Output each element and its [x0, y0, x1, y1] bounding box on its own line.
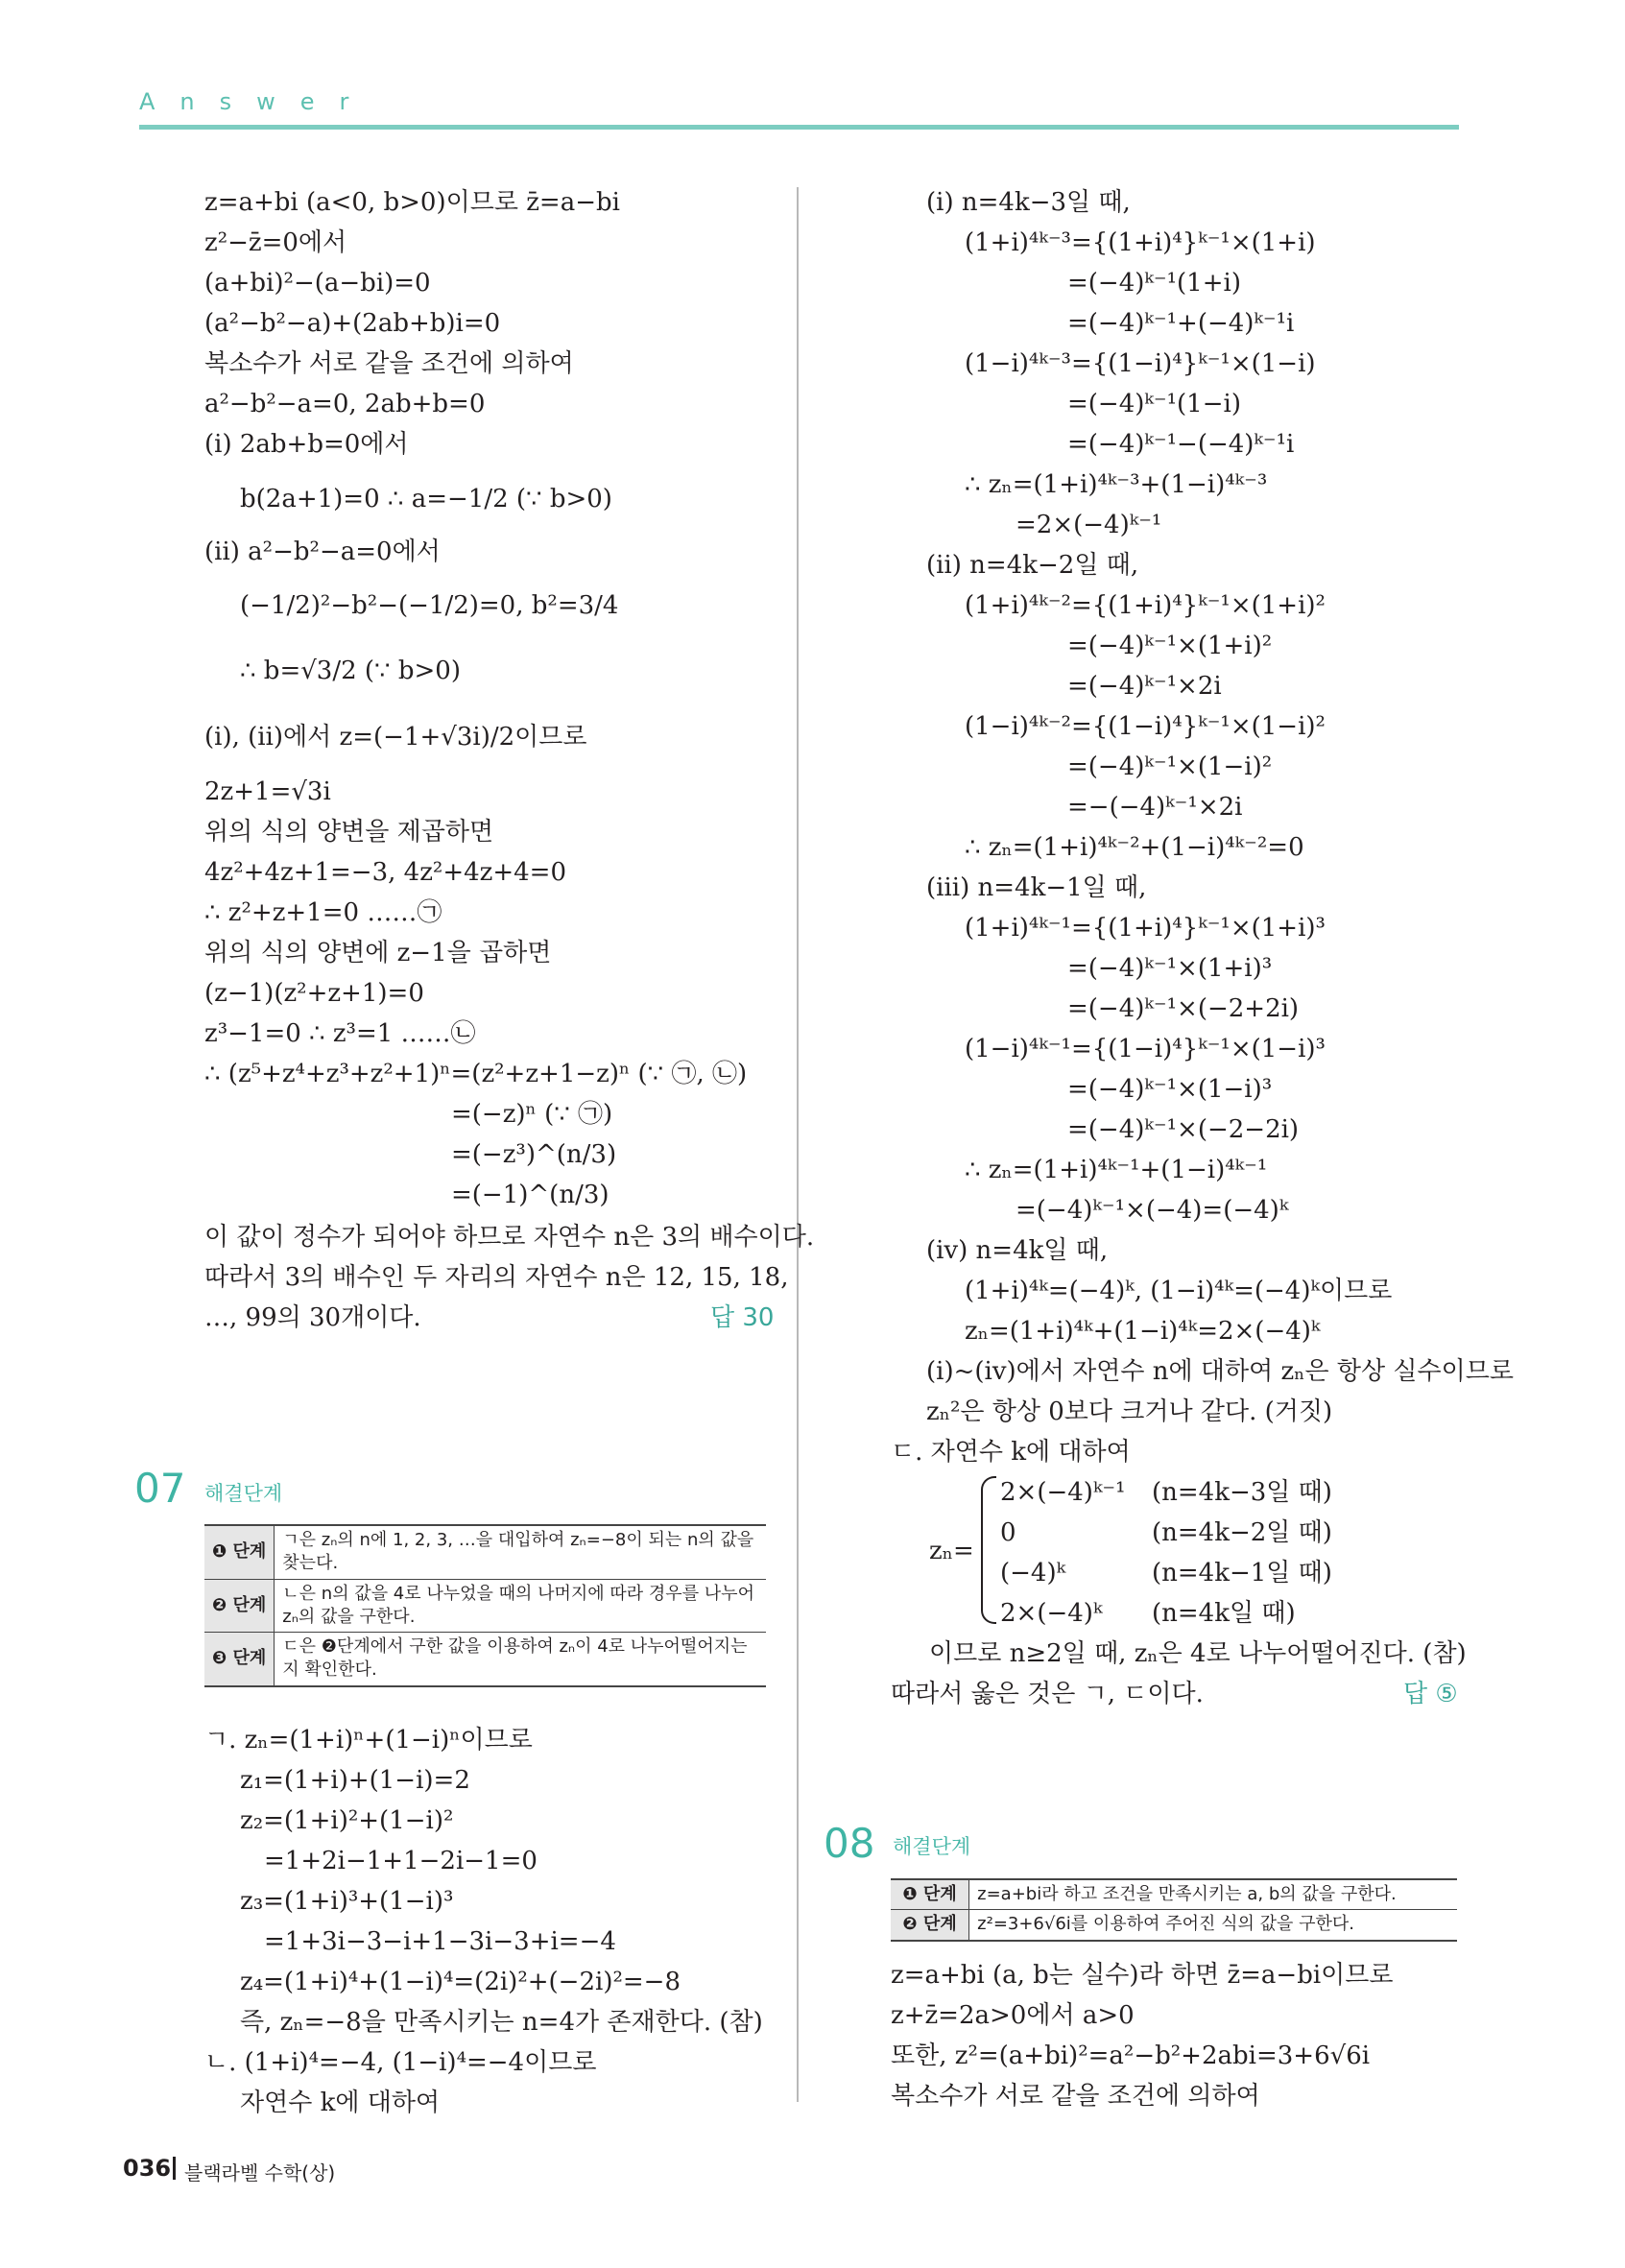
- math-line: z₁=(1+i)+(1−i)=2: [240, 1766, 470, 1795]
- step-row: [204, 1525, 766, 1579]
- math-line: (1+i)⁴ᵏ⁻¹={(1+i)⁴}ᵏ⁻¹×(1+i)³: [965, 914, 1326, 943]
- text-line: …, 99의 30개이다.: [204, 1303, 421, 1332]
- math-line: z₄=(1+i)⁴+(1−i)⁴=(2i)²+(−2i)²=−8: [240, 1968, 681, 1996]
- math-line: (−1/2)²−b²−(−1/2)=0, b²=3/4: [240, 591, 619, 620]
- left-brace: [981, 1476, 996, 1624]
- text-line: (ⅰ)~(ⅳ)에서 자연수 n에 대하여 zₙ은 항상 실수이므로: [926, 1357, 1514, 1386]
- math-line: =(−4)ᵏ⁻¹×(1−i)²: [1067, 752, 1273, 781]
- step-label: ❶ 단계: [891, 1879, 969, 1910]
- math-line: =1+3i−3−i+1−3i−3+i=−4: [264, 1927, 616, 1956]
- column-divider: [797, 187, 799, 2102]
- math-line: (ⅳ) n=4k일 때,: [926, 1236, 1109, 1265]
- math-line: =(−4)ᵏ⁻¹×2i: [1067, 672, 1222, 701]
- math-line: ㄱ. zₙ=(1+i)ⁿ+(1−i)ⁿ이므로: [204, 1726, 533, 1755]
- math-line: =(−1)^(n/3): [451, 1181, 609, 1209]
- math-line: =(−z³)^(n/3): [451, 1140, 617, 1169]
- piecewise-lhs: zₙ=: [929, 1537, 974, 1565]
- math-line: ㄴ. (1+i)⁴=−4, (1−i)⁴=−4이므로: [204, 2048, 597, 2077]
- math-line: =(−4)ᵏ⁻¹(1−i): [1067, 390, 1241, 418]
- step-text: z²=3+6√6i를 이용하여 주어진 식의 값을 구한다.: [969, 1910, 1457, 1941]
- text-line: 자연수 k에 대하여: [240, 2089, 441, 2117]
- text-line: 즉, zₙ=−8을 만족시키는 n=4가 존재한다. (참): [240, 2008, 763, 2037]
- solution-steps-table: [204, 1524, 766, 1687]
- footer-divider: [173, 2157, 176, 2180]
- text-line: 따라서 옳은 것은 ㄱ, ㄷ이다.: [891, 1680, 1204, 1708]
- math-line: z₂=(1+i)²+(1−i)²: [240, 1806, 454, 1835]
- math-line: (ⅲ) n=4k−1일 때,: [926, 873, 1147, 902]
- case-value: 0: [1000, 1518, 1016, 1547]
- math-line: ∴ zₙ=(1+i)⁴ᵏ⁻²+(1−i)⁴ᵏ⁻²=0: [965, 833, 1304, 862]
- answer-label: 답 ⑤: [1403, 1680, 1458, 1708]
- text-line: ㄷ. 자연수 k에 대하여: [891, 1438, 1131, 1467]
- math-line: =(−z)ⁿ (∵ ㉠): [451, 1100, 613, 1129]
- math-line: (1+i)⁴ᵏ=(−4)ᵏ, (1−i)⁴ᵏ=(−4)ᵏ이므로: [965, 1277, 1393, 1305]
- step-row: [891, 1910, 1457, 1941]
- math-line: z=a+bi (a<0, b>0)이므로 z̄=a−bi: [204, 188, 620, 217]
- math-line: (a²−b²−a)+(2ab+b)i=0: [204, 309, 501, 338]
- case-condition: (n=4k−1일 때): [1152, 1559, 1332, 1588]
- math-line: =(−4)ᵏ⁻¹×(1+i)²: [1067, 632, 1273, 660]
- step-row: [891, 1879, 1457, 1910]
- case-value: 2×(−4)ᵏ⁻¹: [1000, 1478, 1126, 1507]
- step-label: ❷ 단계: [204, 1579, 275, 1633]
- math-line: 2z+1=√3i: [204, 777, 331, 806]
- math-line: (1+i)⁴ᵏ⁻³={(1+i)⁴}ᵏ⁻¹×(1+i): [965, 228, 1316, 257]
- math-line: (1−i)⁴ᵏ⁻³={(1−i)⁴}ᵏ⁻¹×(1−i): [965, 349, 1316, 378]
- math-line: =−(−4)ᵏ⁻¹×2i: [1067, 793, 1243, 822]
- math-line: a²−b²−a=0, 2ab+b=0: [204, 390, 486, 418]
- math-line: 위의 식의 양변에 z−1을 곱하면: [204, 939, 552, 967]
- section-title: 해결단계: [204, 1482, 283, 1505]
- math-line: ∴ z²+z+1=0 ……㉠: [204, 898, 442, 927]
- step-text: ㄱ은 zₙ의 n에 1, 2, 3, …을 대입하여 zₙ=−8이 되는 n의 값을 찾는다.: [275, 1525, 766, 1579]
- step-label: ❸ 단계: [204, 1633, 275, 1686]
- text-line: 따라서 3의 배수인 두 자리의 자연수 n은 12, 15, 18,: [204, 1263, 789, 1292]
- case-condition: (n=4k일 때): [1152, 1599, 1296, 1628]
- math-line: =(−4)ᵏ⁻¹×(−2+2i): [1067, 994, 1300, 1023]
- math-line: (ⅱ) a²−b²−a=0에서: [204, 537, 441, 566]
- math-line: =(−4)ᵏ⁻¹×(1+i)³: [1067, 954, 1273, 983]
- math-line: (ⅰ), (ⅱ)에서 z=(−1+√3i)/2이므로: [204, 723, 587, 752]
- math-line: b(2a+1)=0 ∴ a=−1/2 (∵ b>0): [240, 485, 612, 513]
- math-line: =(−4)ᵏ⁻¹×(−2−2i): [1067, 1115, 1300, 1144]
- math-line: 위의 식의 양변을 제곱하면: [204, 818, 494, 847]
- math-line: =(−4)ᵏ⁻¹×(1−i)³: [1067, 1075, 1273, 1104]
- math-line: =(−4)ᵏ⁻¹+(−4)ᵏ⁻¹i: [1067, 309, 1295, 338]
- math-line: 또한, z²=(a+bi)²=a²−b²+2abi=3+6√6i: [891, 2041, 1371, 2070]
- math-line: =2×(−4)ᵏ⁻¹: [1016, 511, 1162, 539]
- section-title: 해결단계: [893, 1835, 971, 1858]
- step-row: [204, 1633, 766, 1686]
- text-line: 이므로 n≥2일 때, zₙ은 4로 나누어떨어진다. (참): [929, 1639, 1467, 1668]
- math-line: 복소수가 서로 같을 조건에 의하여: [204, 349, 574, 378]
- math-line: (ⅱ) n=4k−2일 때,: [926, 551, 1139, 580]
- math-line: ∴ zₙ=(1+i)⁴ᵏ⁻¹+(1−i)⁴ᵏ⁻¹: [965, 1156, 1268, 1184]
- math-line: z³−1=0 ∴ z³=1 ……㉡: [204, 1019, 476, 1048]
- math-line: =(−4)ᵏ⁻¹×(−4)=(−4)ᵏ: [1016, 1196, 1289, 1225]
- math-line: =(−4)ᵏ⁻¹−(−4)ᵏ⁻¹i: [1067, 430, 1295, 459]
- step-label: ❷ 단계: [891, 1910, 969, 1941]
- math-line: (1+i)⁴ᵏ⁻²={(1+i)⁴}ᵏ⁻¹×(1+i)²: [965, 591, 1326, 620]
- case-condition: (n=4k−2일 때): [1152, 1518, 1332, 1547]
- case-condition: (n=4k−3일 때): [1152, 1478, 1332, 1507]
- text-line: zₙ²은 항상 0보다 크거나 같다. (거짓): [926, 1397, 1333, 1426]
- text-line: 이 값이 정수가 되어야 하므로 자연수 n은 3의 배수이다.: [204, 1223, 815, 1252]
- solution-steps-table: [891, 1878, 1457, 1942]
- math-line: ∴ zₙ=(1+i)⁴ᵏ⁻³+(1−i)⁴ᵏ⁻³: [965, 470, 1268, 499]
- step-row: [204, 1579, 766, 1633]
- text-line: 복소수가 서로 같을 조건에 의하여: [891, 2082, 1260, 2111]
- header-title: Answer: [139, 88, 374, 115]
- math-line: ∴ (z⁵+z⁴+z³+z²+1)ⁿ=(z²+z+1−z)ⁿ (∵ ㉠, ㉡): [204, 1060, 748, 1088]
- math-line: ∴ b=√3/2 (∵ b>0): [240, 657, 461, 685]
- header-rule: [139, 125, 1459, 130]
- step-text: ㄴ은 n의 값을 4로 나누었을 때의 나머지에 따라 경우를 나누어 zₙ의 값을 구한다.: [275, 1579, 766, 1633]
- math-line: z=a+bi (a, b는 실수)라 하면 z̄=a−bi이므로: [891, 1961, 1394, 1990]
- math-line: (1−i)⁴ᵏ⁻¹={(1−i)⁴}ᵏ⁻¹×(1−i)³: [965, 1035, 1326, 1063]
- math-line: 4z²+4z+1=−3, 4z²+4z+4=0: [204, 858, 566, 887]
- math-line: =1+2i−1+1−2i−1=0: [264, 1847, 538, 1875]
- math-line: (1−i)⁴ᵏ⁻²={(1−i)⁴}ᵏ⁻¹×(1−i)²: [965, 712, 1326, 741]
- case-value: (−4)ᵏ: [1000, 1559, 1066, 1588]
- book-title: 블랙라벨 수학(상): [184, 2161, 336, 2184]
- page-number: 036: [123, 2155, 172, 2182]
- problem-number: 07: [134, 1465, 186, 1512]
- math-line: z+z̄=2a>0에서 a>0: [891, 2001, 1135, 2030]
- math-line: =(−4)ᵏ⁻¹(1+i): [1067, 269, 1241, 298]
- math-line: zₙ=(1+i)⁴ᵏ+(1−i)⁴ᵏ=2×(−4)ᵏ: [965, 1317, 1321, 1346]
- math-line: z²−z̄=0에서: [204, 228, 347, 257]
- math-line: z₃=(1+i)³+(1−i)³: [240, 1887, 454, 1916]
- step-text: ㄷ은 ❷단계에서 구한 값을 이용하여 zₙ이 4로 나누어떨어지는지 확인한다.: [275, 1633, 766, 1686]
- problem-number: 08: [824, 1820, 875, 1867]
- answer-label: 답 30: [710, 1303, 775, 1332]
- case-value: 2×(−4)ᵏ: [1000, 1599, 1103, 1628]
- math-line: (a+bi)²−(a−bi)=0: [204, 269, 431, 298]
- step-text: z=a+bi라 하고 조건을 만족시키는 a, b의 값을 구한다.: [969, 1879, 1457, 1910]
- math-line: (z−1)(z²+z+1)=0: [204, 979, 424, 1008]
- math-line: (ⅰ) n=4k−3일 때,: [926, 188, 1131, 217]
- step-label: ❶ 단계: [204, 1525, 275, 1579]
- math-line: (ⅰ) 2ab+b=0에서: [204, 430, 409, 459]
